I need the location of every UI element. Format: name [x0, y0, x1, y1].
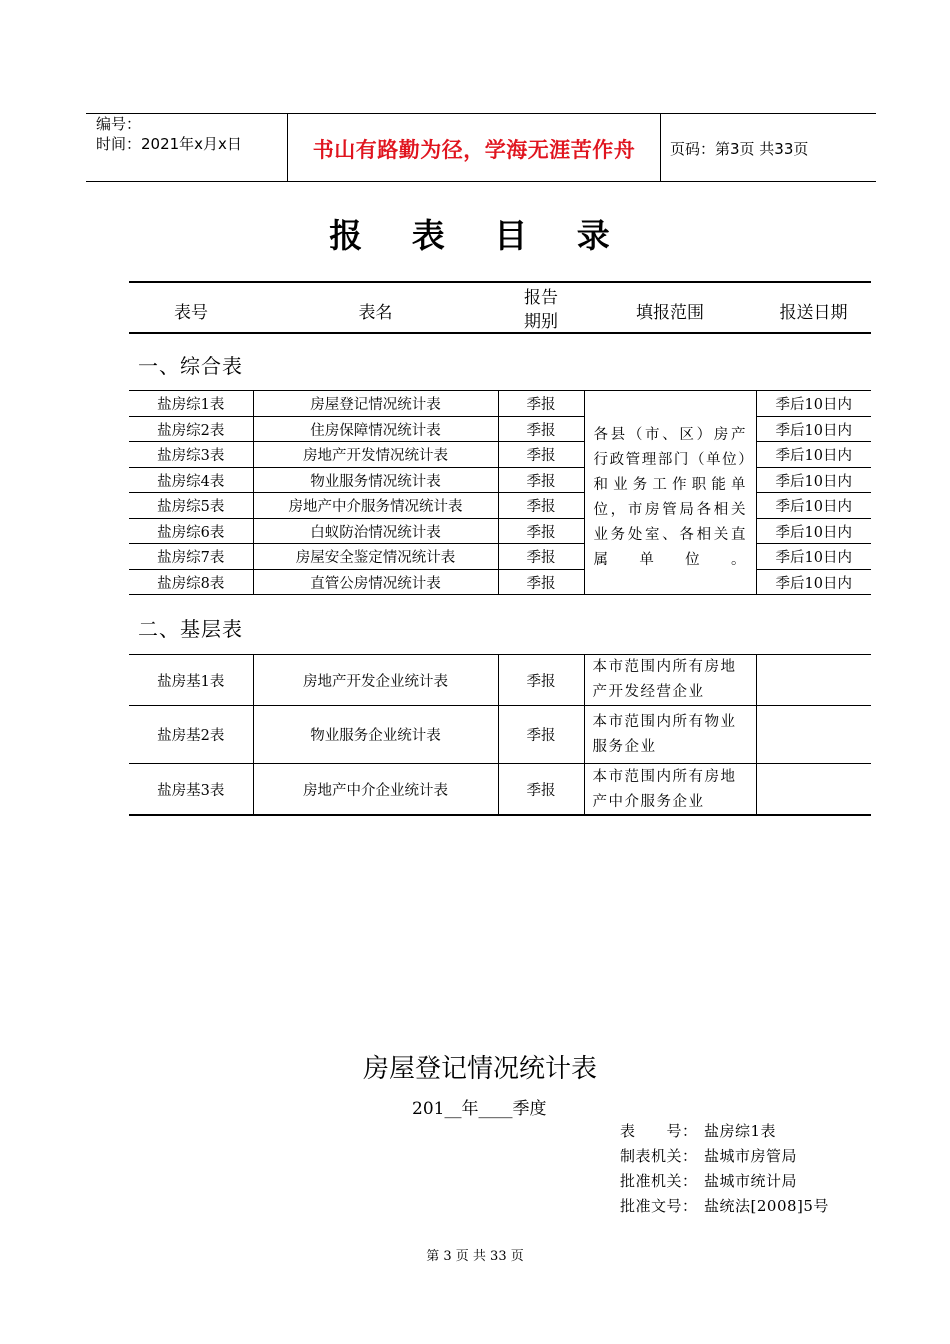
cell-date — [756, 655, 871, 706]
table-bottom-rule — [129, 814, 871, 816]
cell-date: 季后10日内 — [756, 417, 871, 442]
cell-code: 盐房综8表 — [129, 570, 253, 595]
cell-period: 季报 — [498, 468, 584, 493]
cell-name: 房地产中介服务情况统计表 — [253, 493, 498, 519]
meta-key: 批准机关： — [620, 1172, 698, 1190]
cell-date: 季后10日内 — [756, 570, 871, 595]
table-row — [129, 764, 871, 816]
basic-table — [129, 654, 871, 816]
table-row — [129, 468, 871, 493]
form-period: 201__年____季度 — [412, 1099, 547, 1119]
meta-value: 盐城市统计局 — [704, 1172, 798, 1190]
section-heading-basic: 二、基层表 — [138, 617, 243, 641]
cell-period: 季报 — [498, 519, 584, 544]
cell-code: 盐房综1表 — [129, 391, 253, 417]
column-header-scope: 填报范围 — [636, 303, 704, 323]
cell-period: 季报 — [498, 391, 584, 417]
column-header-period: 报告 期别 — [524, 288, 558, 332]
cell-name: 房地产中介企业统计表 — [253, 764, 498, 816]
cell-date: 季后10日内 — [756, 442, 871, 468]
cell-period: 季报 — [498, 706, 584, 764]
cell-code: 盐房基1表 — [129, 655, 253, 706]
cell-code: 盐房综5表 — [129, 493, 253, 519]
cell-code: 盐房综2表 — [129, 417, 253, 442]
cell-name: 住房保障情况统计表 — [253, 417, 498, 442]
meta-key: 表 号： — [620, 1122, 698, 1140]
table-row — [129, 570, 871, 595]
meta-key: 批准文号： — [620, 1197, 698, 1215]
header-number: 编号： — [96, 115, 142, 133]
cell-code: 盐房综4表 — [129, 468, 253, 493]
cell-name: 房地产开发企业统计表 — [253, 655, 498, 706]
cell-date: 季后10日内 — [756, 468, 871, 493]
cell-code: 盐房基2表 — [129, 706, 253, 764]
cell-name: 物业服务企业统计表 — [253, 706, 498, 764]
header-divider-right — [660, 113, 661, 181]
cell-period: 季报 — [498, 544, 584, 570]
cell-code: 盐房综6表 — [129, 519, 253, 544]
cell-name: 白蚁防治情况统计表 — [253, 519, 498, 544]
header-motto: 书山有路勤为径，学海无涯苦作舟 — [312, 138, 636, 162]
cell-code: 盐房综3表 — [129, 442, 253, 468]
meta-value: 盐城市房管局 — [704, 1147, 798, 1165]
cell-name: 房地产开发情况统计表 — [253, 442, 498, 468]
table-row — [129, 519, 871, 544]
cell-period: 季报 — [498, 570, 584, 595]
section-heading-composite: 一、综合表 — [138, 354, 243, 378]
column-header-top-rule — [129, 281, 871, 283]
table-row — [129, 417, 871, 442]
cell-period: 季报 — [498, 655, 584, 706]
table-row — [129, 493, 871, 519]
cell-date: 季后10日内 — [756, 493, 871, 519]
cell-date: 季后10日内 — [756, 544, 871, 570]
cell-date — [756, 706, 871, 764]
cell-period: 季报 — [498, 417, 584, 442]
cell-name: 直管公房情况统计表 — [253, 570, 498, 595]
column-header-code: 表号 — [174, 303, 208, 323]
cell-code: 盐房基3表 — [129, 764, 253, 816]
form-meta-row — [620, 1120, 776, 1141]
column-header-date: 报送日期 — [779, 303, 848, 323]
header-time: 时间：2021年x月x日 — [96, 135, 242, 153]
meta-value: 盐统法[2008]5号 — [704, 1197, 829, 1215]
header-bottom-rule — [86, 181, 876, 182]
cell-code: 盐房综7表 — [129, 544, 253, 570]
cell-scope-merged: 各县（市、区）房产行政管理部门（单位）和业务工作职能单位，市房管局各相关业务处室、各相关直属单位。 — [584, 391, 756, 595]
meta-value: 盐房综1表 — [704, 1122, 777, 1140]
cell-period: 季报 — [498, 764, 584, 816]
cell-period: 季报 — [498, 493, 584, 519]
table-row — [129, 706, 871, 764]
cell-scope: 本市范围内所有房地产开发经营企业 — [584, 655, 756, 706]
composite-table — [129, 390, 871, 595]
header-meta — [96, 114, 242, 154]
meta-key: 制表机关： — [620, 1147, 698, 1165]
cell-name: 房屋登记情况统计表 — [253, 391, 498, 417]
form-meta-row — [620, 1195, 829, 1216]
form-meta-row — [620, 1170, 797, 1191]
column-header-name: 表名 — [358, 303, 393, 323]
form-meta-row — [620, 1145, 797, 1166]
table-row — [129, 391, 871, 417]
cell-date: 季后10日内 — [756, 519, 871, 544]
form-title: 房屋登记情况统计表 — [362, 1054, 597, 1084]
table-row — [129, 442, 871, 468]
page-footer: 第 3 页 共 33 页 — [426, 1249, 524, 1264]
cell-date — [756, 764, 871, 816]
cell-scope: 本市范围内所有房地产中介服务企业 — [584, 764, 756, 816]
cell-date: 季后10日内 — [756, 391, 871, 417]
page-title: 报 表 目 录 — [329, 216, 629, 255]
header-page-number: 页码：第3页 共33页 — [670, 140, 809, 158]
cell-scope: 本市范围内所有物业服务企业 — [584, 706, 756, 764]
column-header-bottom-rule — [129, 332, 871, 334]
cell-period: 季报 — [498, 442, 584, 468]
cell-name: 房屋安全鉴定情况统计表 — [253, 544, 498, 570]
table-row — [129, 655, 871, 706]
cell-name: 物业服务情况统计表 — [253, 468, 498, 493]
table-row — [129, 544, 871, 570]
